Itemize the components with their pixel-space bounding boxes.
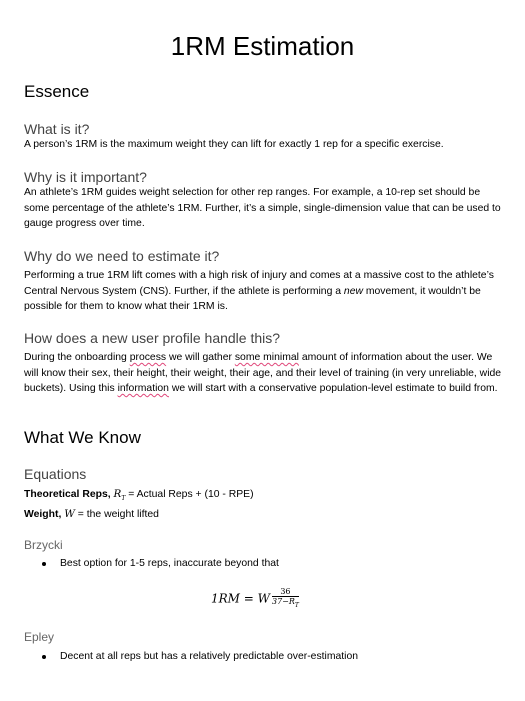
equation-lhs: 1RM = W — [211, 591, 270, 606]
definition-text: = Actual Reps + (10 - RPE) — [125, 489, 254, 500]
symbol-r: R — [113, 488, 122, 500]
definition-weight — [24, 507, 504, 523]
denominator-subscript: T — [294, 602, 299, 609]
heading-what-we-know: What We Know — [24, 428, 141, 447]
heading-new-user-profile: How does a new user profile handle this? — [24, 330, 281, 346]
heading-brzycki: Brzycki — [24, 538, 63, 552]
list-item-text: Best option for 1-5 reps, inaccurate beyond that — [60, 558, 279, 569]
bullet-icon — [42, 655, 46, 659]
definition-theoretical-reps — [24, 487, 504, 507]
fraction-denominator — [272, 597, 299, 611]
symbol-t-subscript: T — [121, 495, 126, 502]
heading-epley: Epley — [24, 630, 55, 644]
text-segment: we will start with a conservative population-level estimate to build from. — [168, 383, 498, 394]
label-weight: Weight, — [24, 509, 65, 520]
text-segment: we will gather — [166, 352, 235, 363]
emphasis-new: new — [343, 285, 363, 297]
heading-why-important: Why is it important? — [24, 169, 147, 185]
brzycki-equation — [211, 587, 299, 611]
page-title: 1RM Estimation — [170, 31, 355, 61]
symbol-w: W — [64, 508, 75, 520]
text-segment: During the onboarding — [24, 352, 130, 363]
heading-essence: Essence — [24, 82, 90, 101]
symbol-rt — [114, 488, 126, 500]
heading-what-is-it: What is it? — [24, 121, 90, 137]
paragraph-what-is-it: A person’s 1RM is the maximum weight they can lift for exactly 1 rep for a specific exercise. — [24, 139, 444, 150]
label-theoretical-reps: Theoretical Reps, — [24, 489, 114, 500]
spellcheck-flag[interactable]: information — [117, 383, 169, 394]
paragraph-new-user-profile — [24, 350, 504, 397]
equation-fraction — [272, 587, 299, 611]
denominator-text: 37−R — [271, 597, 295, 606]
heading-why-estimate: Why do we need to estimate it? — [24, 248, 220, 264]
definition-text: = the weight lifted — [74, 509, 159, 520]
text-segment: movement, it wouldn’t be possible for them to know what their 1RM is. — [24, 285, 481, 312]
spellcheck-flag[interactable]: some minimal — [234, 352, 299, 363]
heading-equations: Equations — [24, 466, 87, 482]
fraction-numerator: 36 — [272, 587, 299, 597]
paragraph-why-important: An athlete’s 1RM guides weight selection for other rep ranges. For example, a 10-rep set should be some percentage of the athlete’s 1RM. Further, it’s a simple, single-dimension value that can be used to gauge progress over time. — [24, 187, 501, 229]
list-item-text: Decent at all reps but has a relatively predictable over-estimation — [60, 651, 359, 662]
bullet-icon — [42, 562, 46, 566]
text-segment: Performing a true 1RM lift comes with a high risk of injury and comes at a massive cost to the athlete’s Central Nervous System (CNS). Further, if the athlete is performing a — [24, 270, 494, 297]
text-segment: amount of information about the user. We will know their sex, their height, their weight, their age, and their level of training (in very unreliable, wide buckets). Using this — [24, 352, 502, 394]
spellcheck-flag[interactable]: process — [129, 352, 167, 363]
paragraph-why-estimate — [24, 268, 504, 315]
